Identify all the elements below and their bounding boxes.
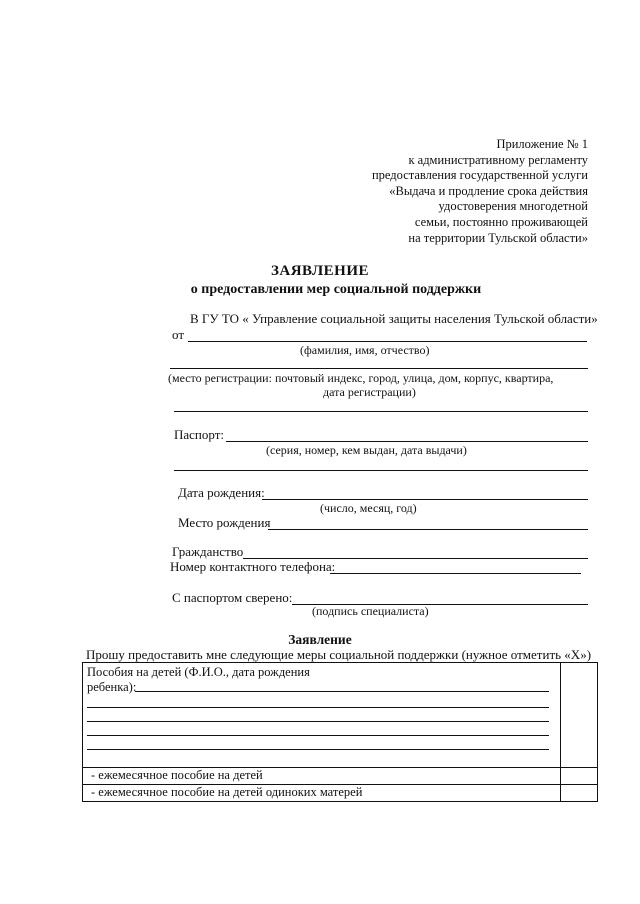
children-allowance-cell [83, 663, 561, 768]
addressee: В ГУ ТО « Управление социальной защиты населения Тульской области» [190, 311, 598, 326]
passport-label: Паспорт: [174, 427, 225, 442]
registration-hint: (место регистрации: почтовый индекс, город, улица, дом, корпус, квартира, [168, 371, 554, 385]
option-single-mothers-allowance-checkbox[interactable] [561, 785, 598, 802]
fio-field[interactable] [188, 341, 587, 342]
request-title: Заявление [288, 632, 352, 647]
birth-date-field[interactable] [262, 499, 588, 500]
appendix-line: Приложение № 1 [496, 137, 588, 151]
phone-label: Номер контактного телефона: [170, 559, 336, 574]
passport-field-2[interactable] [174, 470, 588, 471]
option-monthly-allowance-checkbox[interactable] [561, 768, 598, 785]
fio-hint: (фамилия, имя, отчество) [300, 343, 430, 357]
signature-hint: (подпись специалиста) [312, 604, 429, 618]
appendix-line: на территории Тульской области» [408, 230, 588, 245]
children-allowance-label-2: ребенка): [87, 680, 137, 694]
appendix-line: к административному регламенту [408, 152, 588, 167]
support-options-table [82, 662, 598, 802]
child-info-field[interactable] [87, 749, 549, 750]
citizenship-label: Гражданство [172, 544, 244, 559]
table-row [83, 663, 598, 768]
children-allowance-label: Пособия на детей (Ф.И.О., дата рождения [87, 665, 310, 679]
registration-field-2[interactable] [174, 411, 588, 412]
registration-hint-2: дата регистрации) [323, 385, 416, 399]
option-single-mothers-allowance: - ежемесячное пособие на детей одиноких матерей [83, 785, 561, 802]
registration-field[interactable] [170, 368, 588, 369]
from-label: от [172, 327, 185, 342]
birth-date-hint: (число, месяц, год) [320, 501, 417, 515]
appendix-block [372, 137, 588, 246]
table-row [83, 768, 598, 785]
child-info-field[interactable] [87, 721, 549, 722]
children-allowance-checkbox[interactable] [561, 663, 598, 768]
option-monthly-allowance: - ежемесячное пособие на детей [83, 768, 561, 785]
appendix-line: удостоверения многодетной [438, 199, 588, 214]
appendix-line: «Выдача и продление срока действия [389, 183, 588, 198]
child-info-field[interactable] [87, 707, 549, 708]
document-subtitle: о предоставлении мер социальной поддержки [190, 282, 482, 297]
phone-field[interactable] [330, 573, 581, 574]
table-row [83, 785, 598, 802]
request-intro: Прошу предоставить мне следующие меры социальной поддержки (нужное отметить «Х») [86, 647, 592, 662]
document-title: ЗАЯВЛЕНИЕ [270, 263, 370, 279]
birth-date-label: Дата рождения: [178, 485, 265, 500]
child-info-field[interactable] [135, 691, 549, 692]
appendix-line: семьи, постоянно проживающей [414, 214, 588, 229]
child-info-field[interactable] [87, 735, 549, 736]
birth-place-label: Место рождения [178, 515, 271, 530]
passport-hint: (серия, номер, кем выдан, дата выдачи) [266, 443, 467, 457]
passport-field[interactable] [226, 441, 588, 442]
appendix-line: предоставления государственной услуги [371, 168, 588, 183]
birth-place-field[interactable] [268, 529, 588, 530]
verified-label: С паспортом сверено: [172, 590, 293, 605]
